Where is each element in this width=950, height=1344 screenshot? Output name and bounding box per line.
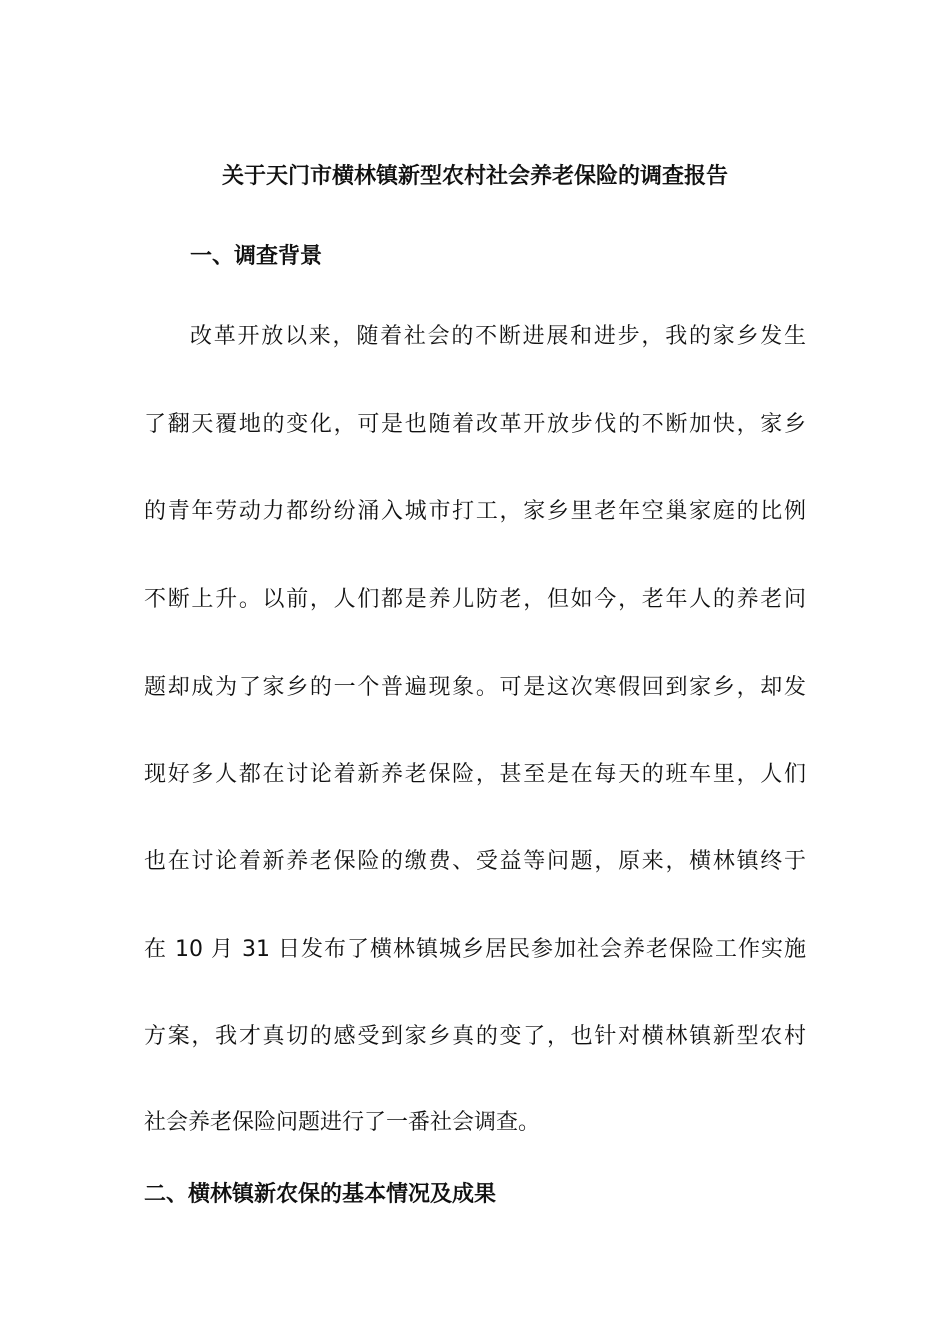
paragraph-line: 方案，我才真切的感受到家乡真的变了，也针对横林镇新型农村 <box>144 1024 806 1049</box>
paragraph-line: 现好多人都在讨论着新养老保险，甚至是在每天的班车里，人们 <box>144 762 806 787</box>
paragraph-line: 了翻天覆地的变化，可是也随着改革开放步伐的不断加快，家乡 <box>144 412 806 437</box>
section-heading-background: 一、调查背景 <box>190 244 323 269</box>
paragraph-line: 不断上升。以前，人们都是养儿防老，但如今，老年人的养老问 <box>144 587 806 612</box>
paragraph-line: 改革开放以来，随着社会的不断进展和进步，我的家乡发生 <box>190 324 806 349</box>
paragraph-line: 的青年劳动力都纷纷涌入城市打工，家乡里老年空巢家庭的比例 <box>144 499 806 524</box>
paragraph-line: 社会养老保险问题进行了一番社会调查。 <box>144 1110 541 1135</box>
section-heading-basic-situation: 二、横林镇新农保的基本情况及成果 <box>144 1182 497 1207</box>
paragraph-line: 题却成为了家乡的一个普遍现象。可是这次寒假回到家乡，却发 <box>144 675 806 700</box>
paragraph-line: 在 10 月 31 日发布了横林镇城乡居民参加社会养老保险工作实施 <box>144 937 806 962</box>
paragraph-line: 也在讨论着新养老保险的缴费、受益等问题，原来，横林镇终于 <box>144 849 806 874</box>
document-title: 关于天门市横林镇新型农村社会养老保险的调查报告 <box>221 164 728 189</box>
